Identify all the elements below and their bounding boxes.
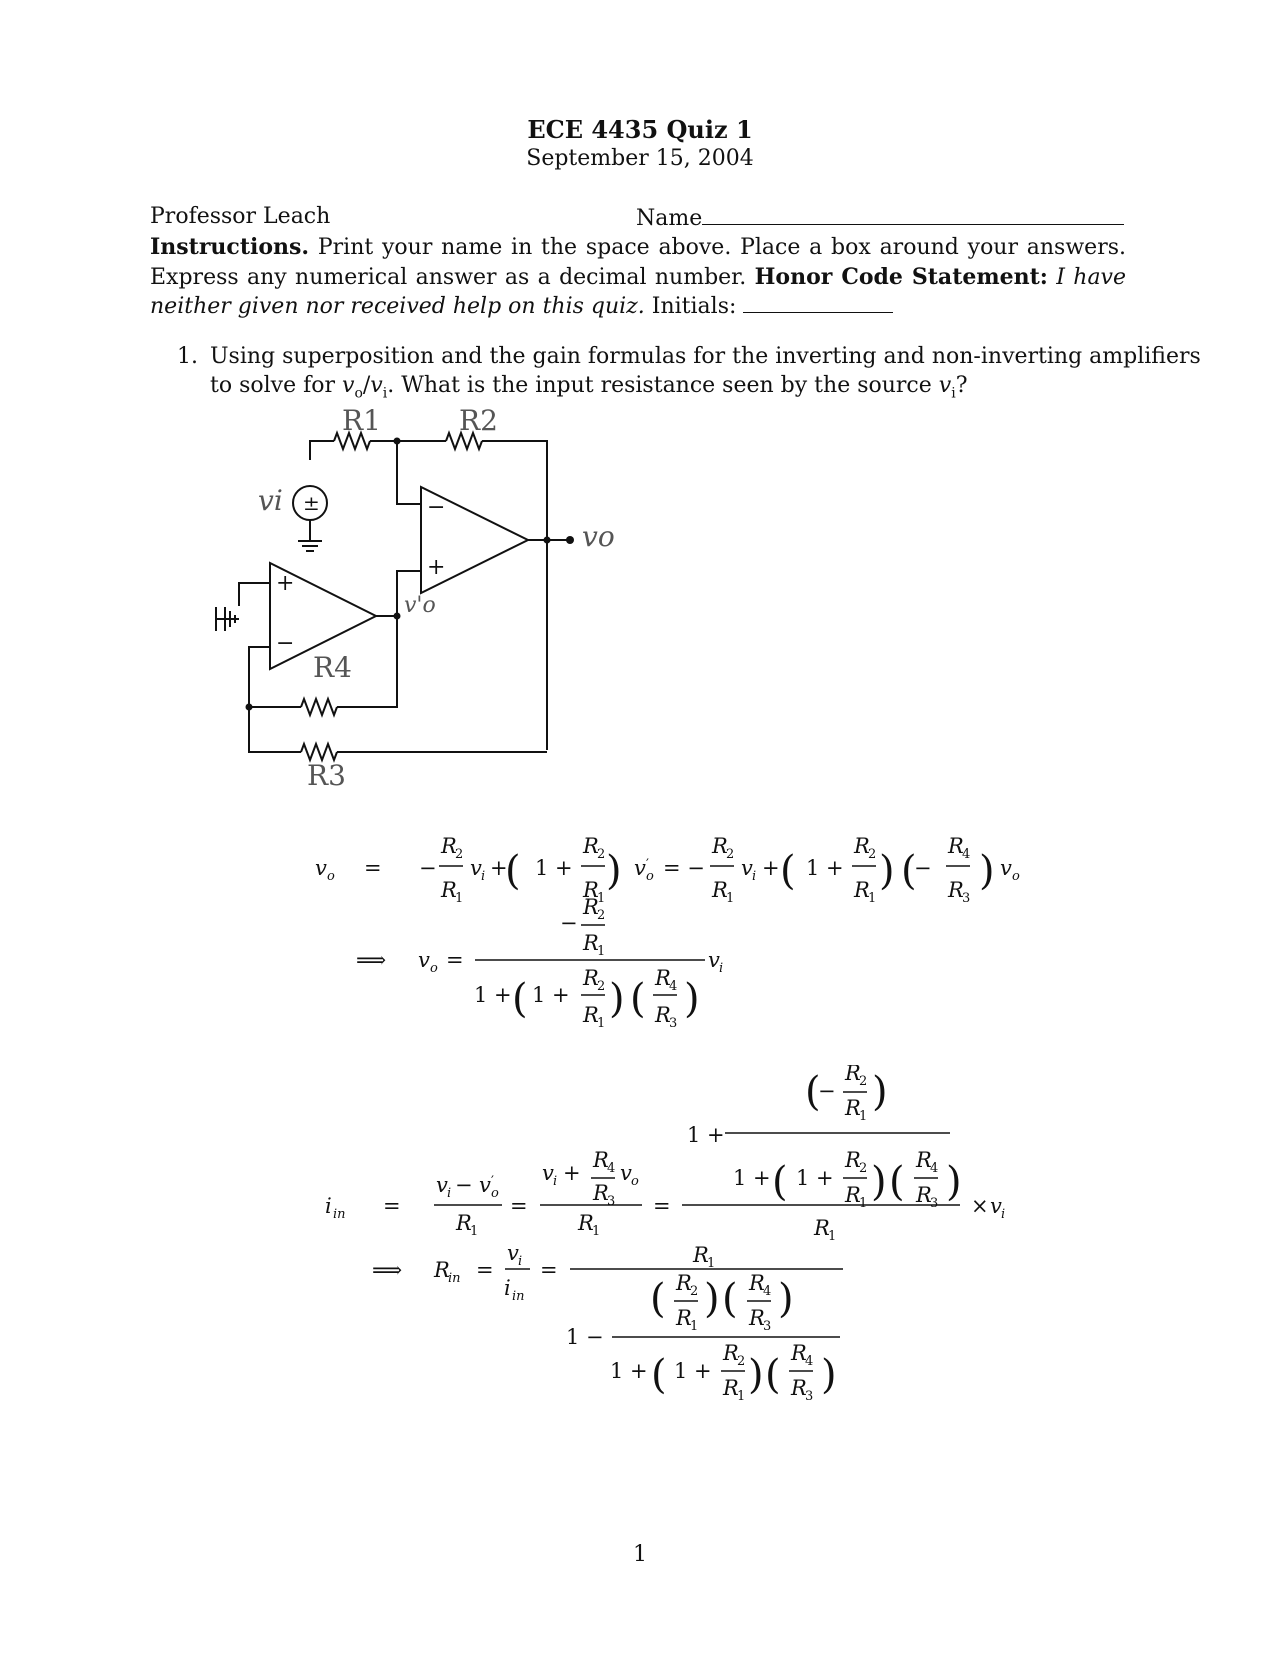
svg-text:1: 1: [597, 944, 606, 959]
svg-text:R: R: [441, 878, 457, 902]
svg-text:1: 1: [859, 1196, 868, 1211]
svg-text:2: 2: [690, 1284, 699, 1299]
svg-text:R: R: [948, 834, 964, 858]
instructions-line-3: [150, 292, 1126, 322]
initials-label: Initials:: [651, 294, 737, 319]
svg-text:4: 4: [962, 847, 971, 862]
svg-text:): ): [704, 1276, 720, 1322]
svg-text:−: −: [419, 856, 437, 880]
svg-text:1: 1: [737, 1389, 746, 1404]
svg-text:1: 1: [597, 1016, 606, 1031]
svg-text:⟹: ⟹: [372, 1258, 403, 1282]
svg-text:): ): [979, 848, 995, 894]
question-line-1: Using superposition and the gain formulas for the inverting and non-inverting amplifiers: [210, 344, 1201, 369]
svg-text:(: (: [780, 848, 796, 894]
numeric-instruction: Express any numerical answer as a decimal number.: [150, 265, 747, 290]
svg-text:1 +: 1 +: [532, 983, 570, 1007]
vi-label: vi: [258, 484, 283, 517]
svg-text:v: v: [436, 1173, 448, 1197]
svg-text:R: R: [791, 1341, 807, 1365]
svg-text:1: 1: [592, 1224, 601, 1239]
svg-text:⟹: ⟹: [356, 948, 387, 972]
svg-text:in: in: [512, 1289, 525, 1304]
svg-text:3: 3: [607, 1194, 616, 1209]
svg-text:2: 2: [597, 908, 606, 923]
svg-text:o: o: [631, 1174, 639, 1189]
svg-text:1 +: 1 +: [733, 1166, 771, 1190]
svg-text:R: R: [441, 834, 457, 858]
svg-text:R: R: [583, 931, 599, 955]
svg-text:3: 3: [763, 1319, 772, 1334]
svg-text:o: o: [327, 869, 335, 884]
svg-text:1 +: 1 +: [796, 1166, 834, 1190]
r4-resistor: [301, 699, 337, 715]
source-plus-minus: ±: [303, 491, 320, 515]
svg-text:4: 4: [763, 1284, 772, 1299]
initials-blank-line[interactable]: [743, 296, 893, 313]
svg-text:R: R: [948, 878, 964, 902]
feedback-wire-right: [482, 441, 547, 750]
svg-text:3: 3: [930, 1196, 939, 1211]
svg-text:R: R: [749, 1271, 765, 1295]
svg-text:R: R: [712, 878, 728, 902]
honor-text-a: I have: [1056, 265, 1127, 290]
svg-text:+: +: [490, 856, 508, 880]
top-wire-left: [310, 441, 334, 460]
svg-text:4: 4: [930, 1161, 939, 1176]
svg-text:R: R: [676, 1306, 692, 1330]
svg-text:v: v: [418, 948, 430, 972]
name-field[interactable]: [636, 204, 1124, 231]
svg-text:=: =: [364, 856, 382, 880]
svg-text:v: v: [479, 1173, 491, 1197]
svg-text:R: R: [791, 1376, 807, 1400]
svg-text:i: i: [553, 1174, 558, 1189]
svg-text:1 +: 1 +: [535, 856, 573, 880]
svg-text:v: v: [315, 856, 327, 880]
svg-text:v: v: [990, 1194, 1002, 1218]
svg-text:o: o: [646, 869, 654, 884]
svg-text:): ): [748, 1352, 764, 1398]
r1-label: R1: [342, 404, 381, 437]
svg-text:(: (: [805, 1069, 821, 1115]
quiz-title: ECE 4435 Quiz 1: [527, 115, 753, 144]
svg-text:R: R: [593, 1181, 609, 1205]
r2-label: R2: [459, 404, 498, 437]
svg-text:R: R: [583, 966, 599, 990]
svg-text:R: R: [845, 1065, 861, 1085]
svg-text:1 +: 1 +: [474, 983, 512, 1007]
equation-iin-rin: [300, 1065, 1060, 1420]
r3-label: R3: [307, 759, 346, 792]
name-blank-line[interactable]: [702, 204, 1124, 225]
svg-text:R: R: [693, 1243, 709, 1267]
svg-text:): ): [872, 1069, 888, 1115]
name-label: Name: [636, 206, 703, 231]
circuit-schematic: [200, 400, 620, 800]
svg-text:′: ′: [491, 1174, 494, 1189]
svg-text:2: 2: [737, 1354, 746, 1369]
svg-text:R: R: [434, 1258, 450, 1282]
svg-text:i: i: [447, 1186, 452, 1201]
svg-text:1: 1: [726, 891, 735, 906]
svg-text:3: 3: [805, 1389, 814, 1404]
svg-text:v: v: [470, 856, 482, 880]
svg-text:=: =: [510, 1194, 528, 1218]
svg-text:v: v: [620, 1161, 632, 1185]
svg-text:1 +: 1 +: [687, 1123, 725, 1147]
svg-text:v: v: [542, 1161, 554, 1185]
svg-text:o: o: [491, 1186, 499, 1201]
professor-name: Professor Leach: [150, 204, 331, 229]
svg-text:2: 2: [726, 847, 735, 862]
svg-text:1: 1: [859, 1109, 868, 1124]
svg-text:in: in: [448, 1271, 461, 1286]
svg-text:1 −: 1 −: [566, 1325, 604, 1349]
vo-prime-label: v'o: [404, 593, 436, 618]
svg-text:i: i: [719, 961, 724, 976]
svg-text:=: =: [540, 1258, 558, 1282]
svg-text:−: −: [455, 1173, 473, 1197]
svg-text:R: R: [712, 834, 728, 858]
svg-text:1 +: 1 +: [610, 1359, 648, 1383]
honor-text-b: neither given nor received help on this quiz.: [150, 294, 645, 319]
svg-text:R: R: [845, 1148, 861, 1172]
svg-text:R: R: [845, 1096, 861, 1120]
svg-text:R: R: [676, 1271, 692, 1295]
svg-text:(: (: [505, 848, 521, 894]
svg-text:): ): [778, 1276, 794, 1322]
svg-text:=: =: [476, 1258, 494, 1282]
svg-text:R: R: [723, 1341, 739, 1365]
svg-text:R: R: [749, 1306, 765, 1330]
svg-text:R: R: [655, 1003, 671, 1027]
svg-text:(: (: [772, 1159, 788, 1205]
svg-text:v: v: [507, 1241, 519, 1265]
svg-text:R: R: [916, 1148, 932, 1172]
svg-text:= −: = −: [663, 856, 705, 880]
svg-text:+: +: [762, 856, 780, 880]
svg-text:(: (: [889, 1159, 905, 1205]
svg-text:R: R: [854, 878, 870, 902]
svg-text:×: ×: [971, 1194, 989, 1218]
svg-text:(: (: [650, 1276, 666, 1322]
svg-text:o: o: [1012, 869, 1020, 884]
svg-text:3: 3: [962, 891, 971, 906]
svg-text:=: =: [446, 948, 464, 972]
r4-label: R4: [313, 651, 352, 684]
svg-text:v: v: [708, 948, 720, 972]
svg-text:): ): [606, 848, 622, 894]
svg-text:1: 1: [470, 1224, 479, 1239]
svg-text:R: R: [845, 1183, 861, 1207]
svg-text:3: 3: [669, 1016, 678, 1031]
svg-text:v: v: [1000, 856, 1012, 880]
r3-resistor: [301, 744, 337, 760]
svg-text:1: 1: [455, 891, 464, 906]
svg-text:2: 2: [455, 847, 464, 862]
svg-text:−: −: [818, 1079, 836, 1103]
svg-text:′: ′: [646, 857, 649, 872]
svg-text:): ): [821, 1352, 837, 1398]
svg-text:i: i: [481, 869, 486, 884]
svg-text:1 +: 1 +: [674, 1359, 712, 1383]
svg-text:R: R: [655, 966, 671, 990]
svg-text:v: v: [634, 856, 646, 880]
svg-text:i: i: [1001, 1207, 1006, 1222]
svg-text:R: R: [578, 1211, 594, 1235]
svg-text:(: (: [651, 1352, 667, 1398]
svg-text:(: (: [901, 848, 917, 894]
svg-text:i: i: [325, 1194, 332, 1218]
svg-text:): ): [684, 976, 700, 1022]
svg-text:2: 2: [859, 1161, 868, 1176]
svg-text:R: R: [583, 895, 599, 919]
svg-text:−: −: [914, 856, 932, 880]
svg-text:1: 1: [597, 891, 606, 906]
svg-text:o: o: [430, 961, 438, 976]
honor-code-label: Honor Code Statement:: [754, 264, 1048, 290]
svg-text:in: in: [333, 1207, 346, 1222]
svg-text:1: 1: [828, 1229, 837, 1244]
svg-text:−: −: [560, 911, 578, 935]
svg-text:2: 2: [859, 1074, 868, 1089]
svg-text:=: =: [383, 1194, 401, 1218]
svg-text:+: +: [563, 1161, 581, 1185]
svg-text:R: R: [814, 1216, 830, 1240]
quiz-date: September 15, 2004: [526, 146, 754, 171]
instructions-line-1: [150, 232, 1126, 263]
svg-text:R: R: [456, 1211, 472, 1235]
svg-text:): ): [879, 848, 895, 894]
svg-text:2: 2: [597, 847, 606, 862]
svg-text:R: R: [593, 1148, 609, 1172]
svg-text:R: R: [854, 834, 870, 858]
svg-text:(: (: [722, 1276, 738, 1322]
svg-text:): ): [946, 1159, 962, 1205]
svg-text:=: =: [653, 1194, 671, 1218]
svg-text:1: 1: [868, 891, 877, 906]
svg-text:2: 2: [597, 979, 606, 994]
svg-text:i: i: [518, 1254, 523, 1269]
svg-text:(: (: [765, 1352, 781, 1398]
instructions-text: Print your name in the space above. Place a box around your answers.: [317, 235, 1126, 260]
svg-text:1: 1: [690, 1319, 699, 1334]
instructions-label: Instructions.: [150, 234, 310, 260]
svg-text:v: v: [741, 856, 753, 880]
svg-text:): ): [609, 976, 625, 1022]
svg-text:R: R: [583, 878, 599, 902]
opamp2-minus: −: [427, 495, 446, 520]
question-line-2: to solve for $v_o/v_i$. What is the input resistance seen by the source $v_i$?: [210, 373, 968, 402]
svg-text:(: (: [512, 976, 528, 1022]
svg-text:): ): [871, 1159, 887, 1205]
svg-text:(: (: [630, 976, 646, 1022]
question-number: 1.: [177, 344, 198, 369]
svg-text:R: R: [916, 1183, 932, 1207]
vo-label: vo: [582, 520, 615, 553]
opamp1-plus: +: [276, 571, 295, 596]
svg-text:1: 1: [707, 1256, 716, 1271]
svg-text:R: R: [583, 1003, 599, 1027]
equation-vo: [300, 825, 1060, 1035]
opamp1-minus: −: [276, 631, 295, 656]
svg-text:1 +: 1 +: [806, 856, 844, 880]
opamp2-plus: +: [427, 555, 446, 580]
svg-text:4: 4: [805, 1354, 814, 1369]
svg-text:4: 4: [669, 979, 678, 994]
svg-text:R: R: [723, 1376, 739, 1400]
svg-text:i: i: [504, 1276, 511, 1300]
instructions-line-2: [150, 262, 1126, 293]
svg-text:R: R: [583, 834, 599, 858]
svg-text:i: i: [752, 869, 757, 884]
svg-text:2: 2: [868, 847, 877, 862]
page-number: 1: [633, 1542, 647, 1567]
svg-text:4: 4: [607, 1161, 616, 1176]
